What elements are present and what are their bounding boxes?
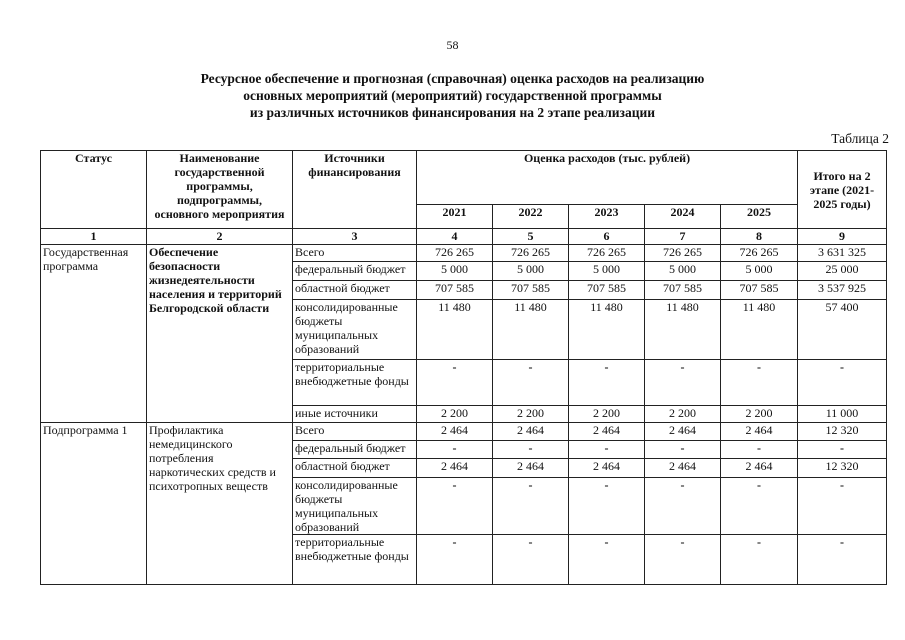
year-value-cell: 2 200 bbox=[645, 406, 721, 423]
column-number-row bbox=[41, 229, 887, 245]
year-value-cell: - bbox=[569, 360, 645, 406]
document-title bbox=[120, 70, 785, 121]
year-value-cell: 726 265 bbox=[417, 245, 493, 262]
year-value-cell: 11 480 bbox=[721, 300, 798, 360]
table-body bbox=[41, 151, 887, 585]
column-number: 4 bbox=[417, 229, 493, 245]
funding-source-cell: консолидированные бюджеты муниципальных образований bbox=[293, 300, 417, 360]
year-value-cell: - bbox=[417, 535, 493, 585]
year-value-cell: 707 585 bbox=[493, 281, 569, 300]
funding-source-cell: областной бюджет bbox=[293, 281, 417, 300]
funding-source-cell: консолидированные бюджеты муниципальных образований bbox=[293, 478, 417, 535]
year-value-cell: 2 200 bbox=[721, 406, 798, 423]
funding-source-cell: областной бюджет bbox=[293, 459, 417, 478]
year-value-cell: 707 585 bbox=[721, 281, 798, 300]
status-cell: Государственная программа bbox=[41, 245, 147, 423]
header-year: 2021 bbox=[417, 205, 493, 229]
header-year: 2022 bbox=[493, 205, 569, 229]
page-number: 58 bbox=[446, 38, 459, 52]
funding-source-cell: иные источники bbox=[293, 406, 417, 423]
year-value-cell: 726 265 bbox=[493, 245, 569, 262]
year-value-cell: - bbox=[569, 478, 645, 535]
year-value-cell: - bbox=[569, 441, 645, 459]
header-estimate: Оценка расходов (тыс. рублей) bbox=[417, 151, 798, 205]
funding-source-cell: федеральный бюджет bbox=[293, 262, 417, 281]
column-number: 2 bbox=[147, 229, 293, 245]
header-status: Статус bbox=[41, 151, 147, 229]
total-value-cell: 3 537 925 bbox=[798, 281, 887, 300]
year-value-cell: - bbox=[721, 360, 798, 406]
year-value-cell: - bbox=[721, 441, 798, 459]
year-value-cell: - bbox=[493, 478, 569, 535]
column-number: 3 bbox=[293, 229, 417, 245]
year-value-cell: - bbox=[493, 441, 569, 459]
year-value-cell: 2 464 bbox=[645, 459, 721, 478]
year-value-cell: 11 480 bbox=[645, 300, 721, 360]
year-value-cell: - bbox=[417, 360, 493, 406]
title-line-1: Ресурсное обеспечение и прогнозная (справочная) оценка расходов на реализацию bbox=[200, 71, 705, 86]
year-value-cell: - bbox=[417, 441, 493, 459]
year-value-cell: 726 265 bbox=[569, 245, 645, 262]
year-value-cell: - bbox=[645, 441, 721, 459]
year-value-cell: 726 265 bbox=[721, 245, 798, 262]
funding-source-cell: Всего bbox=[293, 245, 417, 262]
year-value-cell: - bbox=[645, 535, 721, 585]
column-number: 5 bbox=[493, 229, 569, 245]
year-value-cell: - bbox=[493, 535, 569, 585]
funding-source-cell: территориальные внебюджетные фонды bbox=[293, 535, 417, 585]
resource-table bbox=[40, 150, 887, 585]
header-year: 2023 bbox=[569, 205, 645, 229]
year-value-cell: 2 464 bbox=[417, 423, 493, 441]
year-value-cell: 2 464 bbox=[569, 459, 645, 478]
table-label: Таблица 2 bbox=[831, 131, 889, 146]
funding-source-cell: Всего bbox=[293, 423, 417, 441]
year-value-cell: 5 000 bbox=[493, 262, 569, 281]
year-value-cell: 2 200 bbox=[417, 406, 493, 423]
header-total: Итого на 2 этапе (2021-2025 годы) bbox=[798, 151, 887, 229]
year-value-cell: 2 464 bbox=[645, 423, 721, 441]
year-value-cell: - bbox=[417, 478, 493, 535]
year-value-cell: 5 000 bbox=[569, 262, 645, 281]
table-row bbox=[41, 423, 887, 441]
column-number: 1 bbox=[41, 229, 147, 245]
year-value-cell: 2 200 bbox=[569, 406, 645, 423]
total-value-cell: 25 000 bbox=[798, 262, 887, 281]
year-value-cell: - bbox=[721, 535, 798, 585]
title-line-3: из различных источников финансирования на 2 этапе реализации bbox=[249, 105, 656, 120]
column-number: 9 bbox=[798, 229, 887, 245]
total-value-cell: 12 320 bbox=[798, 459, 887, 478]
column-number: 6 bbox=[569, 229, 645, 245]
total-value-cell: 57 400 bbox=[798, 300, 887, 360]
table-container bbox=[40, 150, 887, 585]
total-value-cell: 11 000 bbox=[798, 406, 887, 423]
total-value-cell: - bbox=[798, 535, 887, 585]
status-cell: Подпрограмма 1 bbox=[41, 423, 147, 585]
year-value-cell: 11 480 bbox=[569, 300, 645, 360]
year-value-cell: 726 265 bbox=[645, 245, 721, 262]
year-value-cell: 2 464 bbox=[721, 423, 798, 441]
header-year: 2025 bbox=[721, 205, 798, 229]
column-number: 7 bbox=[645, 229, 721, 245]
header-name: Наименование государственной программы, подпрограммы, основного мероприятия bbox=[147, 151, 293, 229]
year-value-cell: - bbox=[645, 360, 721, 406]
year-value-cell: 2 464 bbox=[569, 423, 645, 441]
year-value-cell: 2 464 bbox=[721, 459, 798, 478]
year-value-cell: 5 000 bbox=[721, 262, 798, 281]
total-value-cell: - bbox=[798, 478, 887, 535]
program-name-cell: Обеспечение безопасности жизнедеятельности населения и территорий Белгородской области bbox=[147, 245, 293, 423]
year-value-cell: 11 480 bbox=[493, 300, 569, 360]
column-number: 8 bbox=[721, 229, 798, 245]
header-row bbox=[41, 151, 887, 205]
header-sources: Источники финансирования bbox=[293, 151, 417, 229]
year-value-cell: 2 464 bbox=[493, 459, 569, 478]
year-value-cell: 11 480 bbox=[417, 300, 493, 360]
year-value-cell: 707 585 bbox=[569, 281, 645, 300]
year-value-cell: - bbox=[493, 360, 569, 406]
year-value-cell: 2 464 bbox=[417, 459, 493, 478]
year-value-cell: - bbox=[721, 478, 798, 535]
year-value-cell: 2 200 bbox=[493, 406, 569, 423]
year-value-cell: 5 000 bbox=[417, 262, 493, 281]
total-value-cell: - bbox=[798, 360, 887, 406]
total-value-cell: 3 631 325 bbox=[798, 245, 887, 262]
table-row bbox=[41, 245, 887, 262]
year-value-cell: - bbox=[569, 535, 645, 585]
header-year: 2024 bbox=[645, 205, 721, 229]
year-value-cell: 707 585 bbox=[417, 281, 493, 300]
program-name-cell: Профилактика немедицинского потребления наркотических средств и психотропных веществ bbox=[147, 423, 293, 585]
total-value-cell: 12 320 bbox=[798, 423, 887, 441]
total-value-cell: - bbox=[798, 441, 887, 459]
funding-source-cell: территориальные внебюджетные фонды bbox=[293, 360, 417, 406]
year-value-cell: 2 464 bbox=[493, 423, 569, 441]
funding-source-cell: федеральный бюджет bbox=[293, 441, 417, 459]
year-value-cell: 5 000 bbox=[645, 262, 721, 281]
year-value-cell: 707 585 bbox=[645, 281, 721, 300]
year-value-cell: - bbox=[645, 478, 721, 535]
title-line-2: основных мероприятий (мероприятий) государственной программы bbox=[243, 88, 662, 103]
